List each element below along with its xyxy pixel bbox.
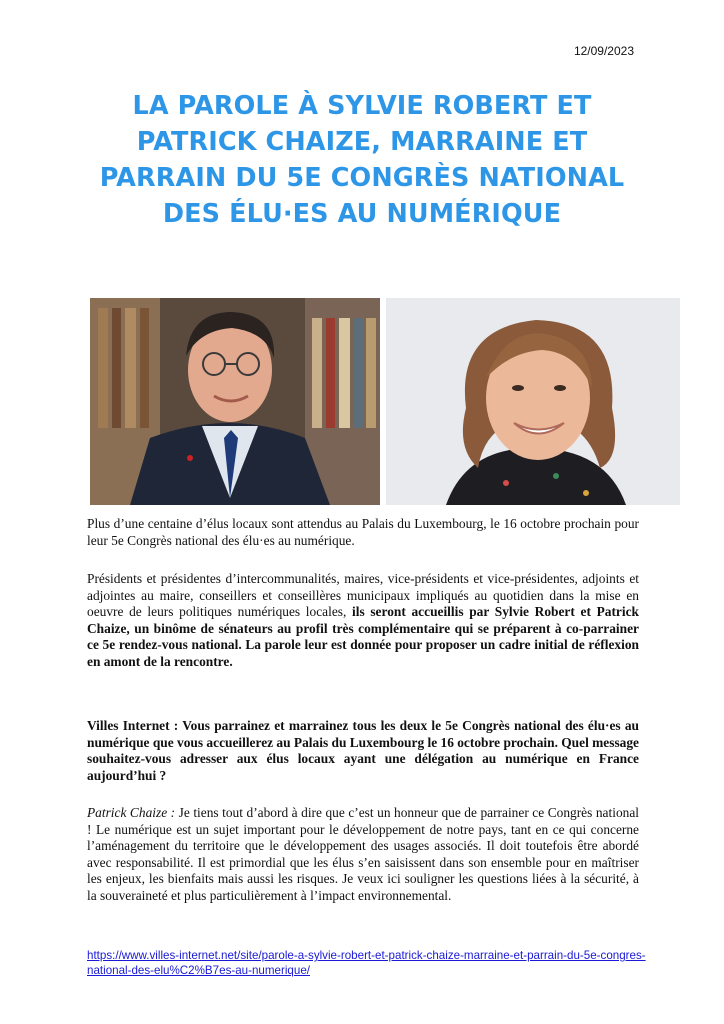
context-text: Présidents et présidentes d’intercommunalités, maires, vice-présidents et vice-présidentes, adjoints et adjointes au maire, conseillers et conseillères municipaux impliqués au quotidien dans la mise en oeuvre de leurs politiques numériques locales, — [87, 571, 639, 619]
article-title: LA PAROLE À SYLVIE ROBERT ET PATRICK CHAIZE, MARRAINE ET PARRAIN DU 5E CONGRÈS NATIONAL DES ÉLU·ES AU NUMÉRIQUE — [99, 91, 625, 229]
answer-text: Je tiens tout d’abord à dire que c’est un honneur que de parrainer ce Congrès national ! Le numérique est un sujet important pour le développement de notre pays, tant en ce qui concerne l’aménagement du territoire que le développement des usages associés. Il doit toutefois être abordé avec responsabilité. Il est primordial que les élus s’en saisissent dans son ensemble pour en maîtriser les enjeux, les bienfaits mais aussi les risques. Je veux ici souligner les questions liées à la sécurité, à la souveraineté et plus particulièrement à l’impact environnemental. — [87, 805, 639, 903]
intro-paragraph: Plus d’une centaine d’élus locaux sont attendus au Palais du Luxembourg, le 16 octobre prochain pour leur 5e Congrès national des élu·es au numérique. — [87, 516, 639, 548]
portrait-photos — [90, 298, 680, 505]
interview-answer — [87, 805, 639, 904]
portrait-man — [90, 298, 380, 505]
source-link[interactable]: https://www.villes-internet.net/site/parole-a-sylvie-robert-et-patrick-chaize-marraine-et-parrain-du-5e-congres-national-des-elu%C2%B7es-au-numerique/ — [87, 949, 646, 977]
document-date: 12/09/2023 — [573, 44, 634, 58]
interview-question: Villes Internet : Vous parrainez et marrainez tous les deux le 5e Congrès national des élu·es au numérique que vous accueillerez au Palais du Luxembourg le 16 octobre prochain. Quel message souhaitez-vous adresser aux élus locaux ayant une délégation au numérique en France aujourd’hui ? — [87, 718, 639, 783]
context-highlight: ils seront accueillis par Sylvie Robert et Patrick Chaize, un binôme de sénateurs au profil très complémentaire qui se préparent à co-parrainer ce 5e rendez-vous national. La parole leur est donnée pour proposer un cadre initial de réflexion en amont de la rencontre. — [87, 604, 639, 669]
answer-speaker: Patrick Chaize : — [87, 805, 176, 820]
portrait-woman — [386, 298, 680, 505]
context-paragraph — [87, 571, 639, 670]
